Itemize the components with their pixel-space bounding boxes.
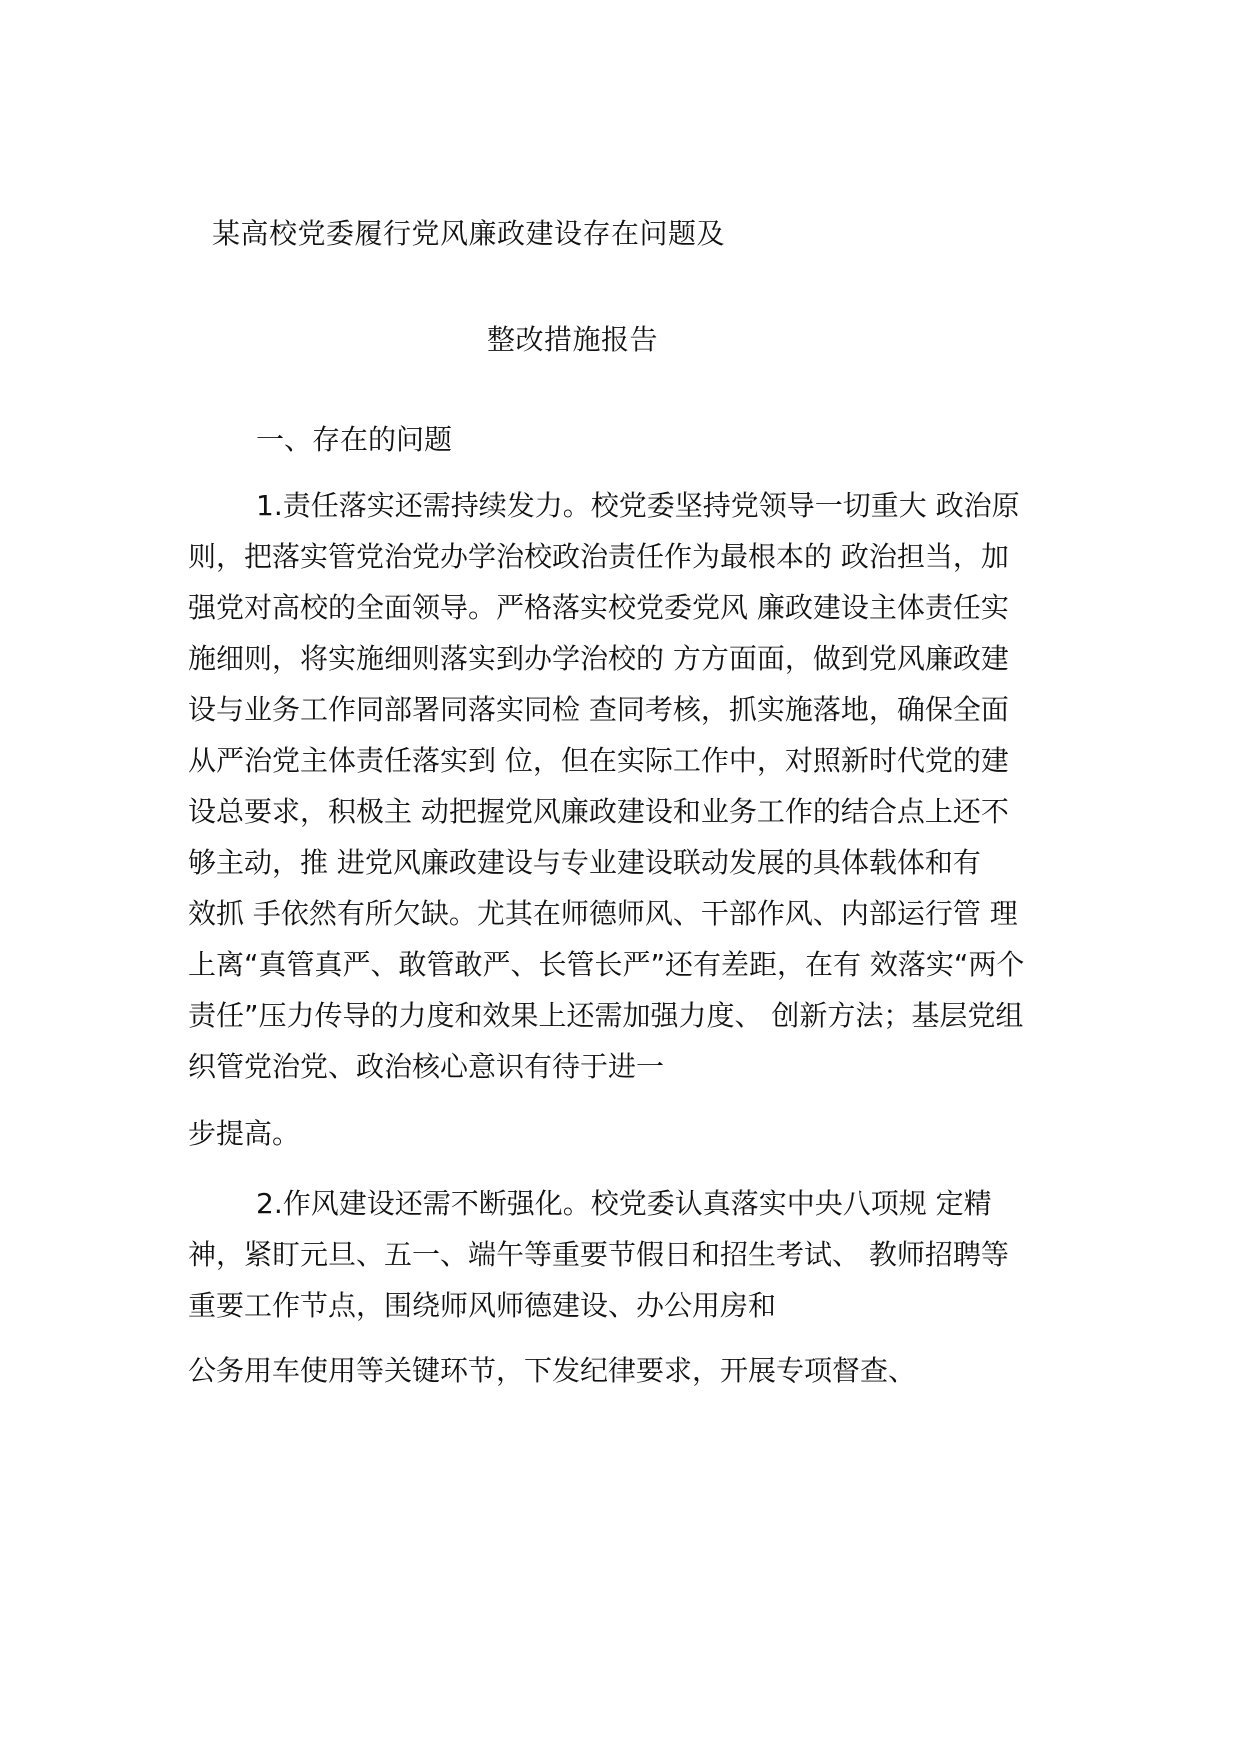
paragraph-2-line: 2.作风建设还需不断强化。校党委认真落实中央八项规 定精: [256, 1187, 992, 1220]
paragraph-1-line: 设与业务工作同部署同落实同检 查同考核，抓实施落地，确保全面: [188, 693, 1009, 726]
paragraph-1-line: 强党对高校的全面领导。严格落实校党委党风 廉政建设主体责任实: [188, 591, 1009, 624]
section-heading: 一、存在的问题: [256, 423, 453, 456]
paragraph-1-line: 从严治党主体责任落实到 位，但在实际工作中，对照新时代党的建: [188, 744, 1009, 777]
paragraph-1-line: 1.责任落实还需持续发力。校党委坚持党领导一切重大 政治原: [256, 489, 1020, 522]
paragraph-1-tail-line: 步提高。: [188, 1117, 301, 1150]
paragraph-2: [188, 1178, 1068, 1331]
paragraph-1-line: 够主动，推 进党风廉政建设与专业建设联动发展的具体载体和有: [188, 846, 981, 879]
paragraph-1-line: 上离“真管真严、敢管敢严、长管长严”还有差距，在有 效落实“两个: [188, 948, 1025, 981]
document-title-line-1: 某高校党委履行党风廉政建设存在问题及: [212, 217, 726, 250]
paragraph-1-line: 设总要求，积极主 动把握党风廉政建设和业务工作的结合点上还不: [188, 795, 1009, 828]
paragraph-2-line: 神，紧盯元旦、五一、端午等重要节假日和招生考试、 教师招聘等: [188, 1238, 1009, 1271]
document-title-line-2: 整改措施报告: [487, 323, 659, 356]
paragraph-2-line: 重要工作节点，围绕师风师德建设、办公用房和: [188, 1289, 777, 1322]
paragraph-1-tail: [188, 1108, 1068, 1159]
paragraph-1-line: 效抓 手依然有所欠缺。尤其在师德师风、干部作风、内部运行管 理: [188, 897, 1018, 930]
paragraph-2-tail: [188, 1345, 1068, 1396]
paragraph-1-line: 织管党治党、政治核心意识有待于进一: [188, 1050, 665, 1083]
paragraph-2-tail-line: 公务用车使用等关键环节，下发纪律要求，开展专项督查、: [188, 1354, 917, 1387]
paragraph-1: [188, 480, 1068, 1092]
paragraph-1-line: 施细则，将实施细则落实到办学治校的 方方面面，做到党风廉政建: [188, 642, 1009, 675]
paragraph-1-line: 责任”压力传导的力度和效果上还需加强力度、 创新方法；基层党组: [188, 999, 1024, 1032]
paragraph-1-line: 则，把落实管党治党办学治校政治责任作为最根本的 政治担当，加: [188, 540, 1009, 573]
